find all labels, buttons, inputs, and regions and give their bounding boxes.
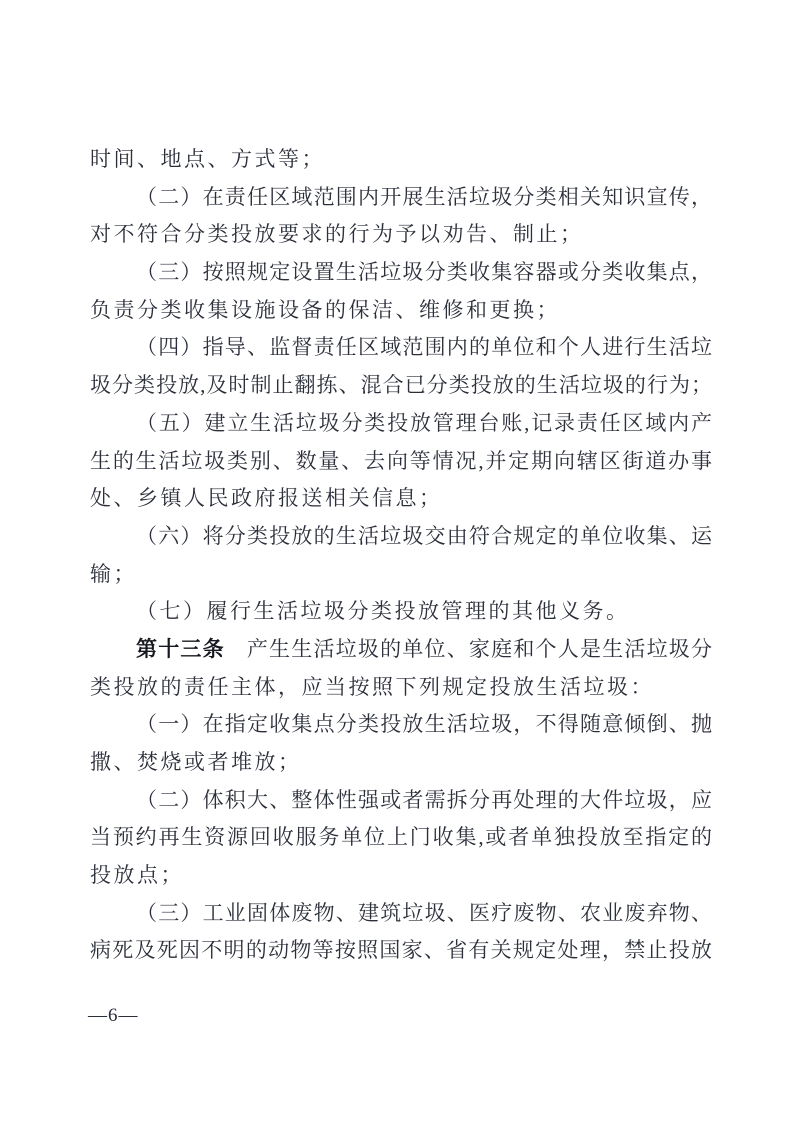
text-segment: 投放点； xyxy=(90,863,184,888)
article-number-bold: 第十三条 xyxy=(136,636,225,661)
text-segment: （六）将分类投放的生活垃圾交由符合规定的单位收集、运 xyxy=(136,523,712,548)
text-line xyxy=(90,706,712,744)
text-line xyxy=(90,593,712,631)
text-line xyxy=(90,556,712,594)
text-segment: 产生生活垃圾的单位、家庭和个人是生活垃圾分 xyxy=(246,636,713,661)
text-line xyxy=(90,669,712,707)
text-line xyxy=(90,405,712,443)
text-segment: （二）体积大、整体性强或者需拆分再处理的大件垃圾，应 xyxy=(136,787,712,812)
text-line xyxy=(90,179,712,217)
text-line xyxy=(90,443,712,481)
text-segment: （三）按照规定设置生活垃圾分类收集容器或分类收集点， xyxy=(136,260,712,285)
text-line xyxy=(90,744,712,782)
text-segment: 对不符合分类投放要求的行为予以劝告、制止； xyxy=(90,222,584,247)
text-line xyxy=(90,782,712,820)
text-segment: 当预约再生资源回收服务单位上门收集,或者单独投放至指定的 xyxy=(90,825,712,850)
text-segment: 输； xyxy=(90,561,137,586)
text-line xyxy=(90,518,712,556)
text-segment: 生的生活垃圾类别、数量、去向等情况,并定期向辖区街道办事 xyxy=(90,448,712,473)
text-line xyxy=(90,367,712,405)
text-segment: 负责分类收集设施设备的保洁、维修和更换； xyxy=(90,297,560,322)
text-line xyxy=(90,857,712,895)
text-segment: （三）工业固体废物、建筑垃圾、医疗废物、农业废弃物、 xyxy=(136,900,712,925)
page-number: —6— xyxy=(88,1005,139,1026)
text-segment: 病死及死因不明的动物等按照国家、省有关规定处理，禁止投放 xyxy=(90,938,712,963)
text-segment: （七）履行生活垃圾分类投放管理的其他义务。 xyxy=(136,599,630,624)
text-segment: 圾分类投放,及时制止翻拣、混合已分类投放的生活垃圾的行为； xyxy=(90,373,712,398)
text-segment: （四）指导、监督责任区域范围内的单位和个人进行生活垃 xyxy=(136,335,712,360)
text-line xyxy=(90,141,712,179)
text-line xyxy=(90,292,712,330)
text-line xyxy=(90,480,712,518)
text-segment: （二）在责任区域范围内开展生活垃圾分类相关知识宣传， xyxy=(136,184,712,209)
text-segment: （五）建立生活垃圾分类投放管理台账,记录责任区域内产 xyxy=(136,410,712,435)
text-segment: 类投放的责任主体，应当按照下列规定投放生活垃圾： xyxy=(90,674,654,699)
document-body-text xyxy=(90,141,712,970)
text-line xyxy=(90,819,712,857)
text-line xyxy=(90,932,712,970)
text-line xyxy=(90,895,712,933)
text-line xyxy=(90,631,712,669)
text-segment: 时间、地点、方式等； xyxy=(90,147,325,171)
text-segment: （一）在指定收集点分类投放生活垃圾，不得随意倾倒、抛 xyxy=(136,712,712,737)
text-segment: 撒、焚烧或者堆放； xyxy=(90,750,302,774)
text-segment: 处、乡镇人民政府报送相关信息； xyxy=(90,486,443,511)
text-line xyxy=(90,329,712,367)
text-line xyxy=(90,216,712,254)
text-line xyxy=(90,254,712,292)
